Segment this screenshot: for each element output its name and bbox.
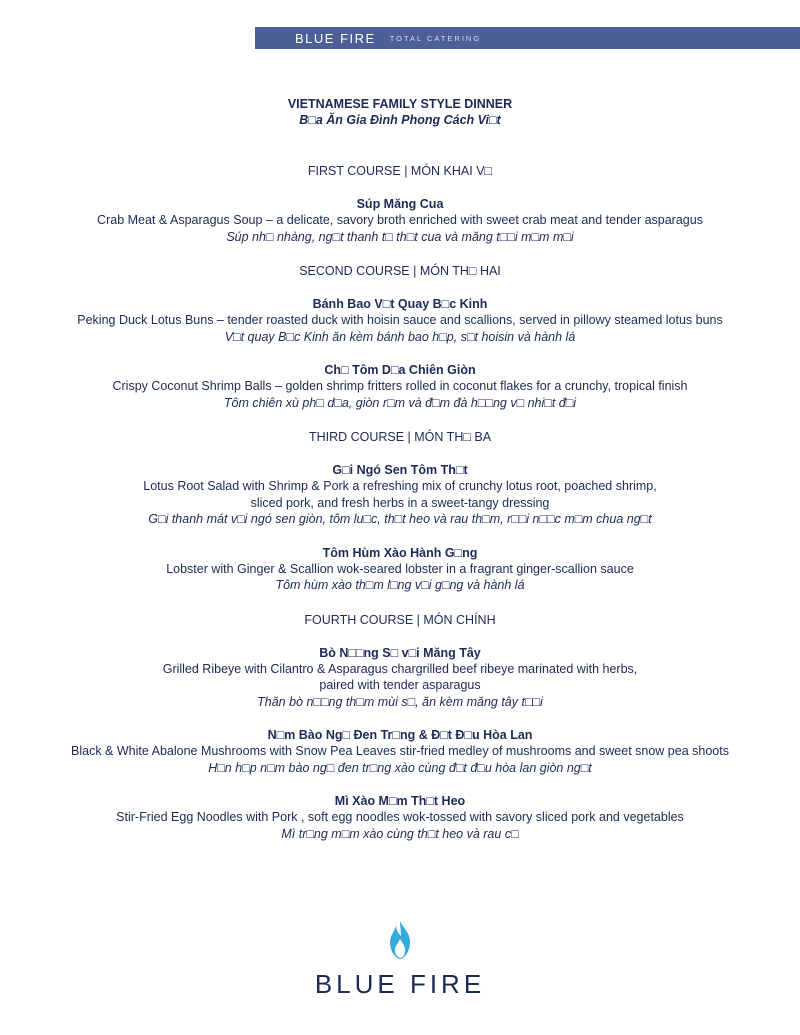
header-brand: BLUE FIRE [295, 30, 376, 46]
dish-description: paired with tender asparagus [319, 678, 481, 692]
dish-vietnamese: Mì tr□ng m□m xào cùng th□t heo và rau c□ [281, 826, 519, 841]
dish-description: Crispy Coconut Shrimp Balls – golden shrimp fritters rolled in coconut flakes for a crunchy, tropical finish [112, 379, 688, 393]
dish-vietnamese: Tôm hùm xào th□m l□ng v□i g□ng và hành lá [275, 578, 525, 592]
dish [0, 727, 800, 776]
dish-name: Bánh Bao V□t Quay B□c Kinh [312, 297, 488, 311]
dish [0, 296, 800, 345]
dish [0, 362, 800, 411]
dish-name: G□i Ngó Sen Tôm Th□t [332, 463, 468, 477]
dish [0, 793, 800, 842]
header-tagline: TOTAL CATERING [389, 33, 482, 43]
menu-title: VIETNAMESE FAMILY STYLE DINNER [287, 97, 513, 111]
dish-name: Tôm Hùm Xào Hành G□ng [322, 545, 478, 560]
dish-name: N□m Bào Ng□ Đen Tr□ng & Đ□t Đ□u Hòa Lan [267, 728, 533, 742]
footer-logo [0, 920, 800, 1000]
dish [0, 645, 800, 711]
dish-description: Lobster with Ginger & Scallion wok-seared lobster in a fragrant ginger-scallion sauce [166, 561, 634, 576]
dish-name: Ch□ Tôm D□a Chiên Giòn [324, 363, 476, 377]
menu-subtitle: B□a Ăn Gia Đình Phong Cách Vi□t [299, 113, 501, 127]
course-heading: FOURTH COURSE | MÓN CHÍNH [304, 612, 496, 627]
dish-name: Mì Xào M□m Th□t Heo [334, 794, 466, 808]
dish-vietnamese: Thăn bò n□□ng th□m mùi s□, ăn kèm măng tây t□□i [257, 694, 543, 709]
dish [0, 196, 800, 245]
menu [0, 96, 800, 842]
dish-description: Black & White Abalone Mushrooms with Snow Pea Leaves stir-fried medley of mushrooms and sweet snow pea shoots [71, 744, 729, 758]
dish-description: Crab Meat & Asparagus Soup – a delicate, savory broth enriched with sweet crab meat and tender asparagus [97, 213, 703, 227]
dish-name: Bò N□□ng S□ v□i Măng Tây [319, 645, 481, 660]
dish-vietnamese: Súp nh□ nhàng, ng□t thanh t□ th□t cua và măng t□□i m□m m□i [226, 229, 574, 244]
dish-description: Stir-Fried Egg Noodles with Pork , soft egg noodles wok-tossed with savory sliced pork and vegetables [116, 810, 684, 824]
dish-vietnamese: V□t quay B□c Kinh ăn kèm bánh bao h□p, s□t hoisin và hành lá [224, 329, 576, 344]
logo-wordmark: BLUE FIRE [314, 969, 486, 999]
dish [0, 462, 800, 528]
header-bar [255, 27, 800, 49]
dish-description: sliced pork, and fresh herbs in a sweet-tangy dressing [250, 495, 550, 510]
dish-description: Peking Duck Lotus Buns – tender roasted duck with hoisin sauce and scallions, served in pillowy steamed lotus buns [77, 313, 723, 327]
dish-vietnamese: H□n h□p n□m bào ng□ đen tr□ng xào cùng đ□t đ□u hòa lan giòn ng□t [208, 760, 592, 775]
dish-vietnamese: Tôm chiên xù ph□ d□a, giòn r□m và đ□m đà h□□ng v□ nhi□t đ□i [223, 395, 577, 410]
dish-vietnamese: G□i thanh mát v□i ngó sen giòn, tôm lu□c, th□t heo và rau th□m, r□□i n□□c m□m chua ng□t [148, 512, 652, 526]
course-heading: THIRD COURSE | MÓN TH□ BA [308, 430, 492, 444]
dish-name: Súp Măng Cua [356, 197, 444, 211]
dish-description: Grilled Ribeye with Cilantro & Asparagus chargrilled beef ribeye marinated with herbs, [162, 661, 638, 676]
dish [0, 545, 800, 594]
course-heading: SECOND COURSE | MÓN TH□ HAI [299, 264, 501, 278]
dish-description: Lotus Root Salad with Shrimp & Pork a refreshing mix of crunchy lotus root, poached shrimp, [143, 479, 657, 493]
flame-icon [384, 920, 416, 960]
course-heading: FIRST COURSE | MÓN KHAI V□ [307, 164, 493, 178]
